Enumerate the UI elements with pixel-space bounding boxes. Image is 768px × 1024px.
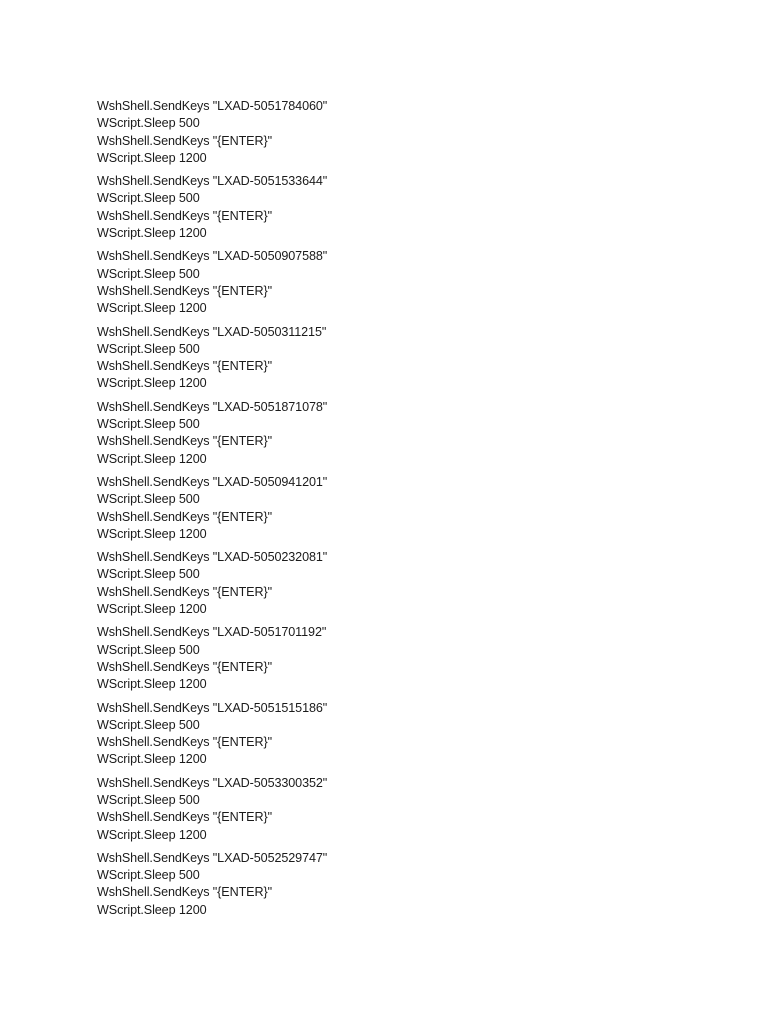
sendkeys-enter-line: WshShell.SendKeys "{ENTER}" (97, 885, 272, 900)
sendkeys-enter-line: WshShell.SendKeys "{ENTER}" (97, 208, 272, 223)
sleep-line: WScript.Sleep 1200 (97, 602, 207, 617)
sendkeys-code-line: WshShell.SendKeys "LXAD-5051701192" (97, 625, 327, 640)
sendkeys-enter-line: WshShell.SendKeys "{ENTER}" (97, 659, 272, 674)
sendkeys-enter-line: WshShell.SendKeys "{ENTER}" (97, 434, 272, 449)
command-block (97, 549, 657, 618)
command-block (97, 399, 657, 468)
sleep-line: WScript.Sleep 1200 (97, 526, 207, 541)
sleep-line: WScript.Sleep 1200 (97, 376, 207, 391)
command-block (97, 850, 657, 919)
sendkeys-enter-line: WshShell.SendKeys "{ENTER}" (97, 509, 272, 524)
sleep-line: WScript.Sleep 500 (97, 191, 200, 206)
sleep-line: WScript.Sleep 500 (97, 266, 200, 281)
sendkeys-code-line: WshShell.SendKeys "LXAD-5050232081" (97, 550, 328, 565)
sleep-line: WScript.Sleep 1200 (97, 827, 207, 842)
sendkeys-code-line: WshShell.SendKeys "LXAD-5051515186" (97, 700, 328, 715)
sendkeys-code-line: WshShell.SendKeys "LXAD-5053300352" (97, 775, 328, 790)
sleep-line: WScript.Sleep 500 (97, 642, 200, 657)
sleep-line: WScript.Sleep 1200 (97, 226, 207, 241)
sleep-line: WScript.Sleep 500 (97, 717, 200, 732)
script-text-body (97, 98, 657, 919)
sendkeys-code-line: WshShell.SendKeys "LXAD-5051533644" (97, 174, 328, 189)
sendkeys-enter-line: WshShell.SendKeys "{ENTER}" (97, 735, 272, 750)
sleep-line: WScript.Sleep 1200 (97, 451, 207, 466)
sleep-line: WScript.Sleep 1200 (97, 677, 207, 692)
sleep-line: WScript.Sleep 1200 (97, 902, 207, 917)
sendkeys-enter-line: WshShell.SendKeys "{ENTER}" (97, 584, 272, 599)
sendkeys-enter-line: WshShell.SendKeys "{ENTER}" (97, 133, 272, 148)
sleep-line: WScript.Sleep 1200 (97, 752, 207, 767)
sleep-line: WScript.Sleep 1200 (97, 301, 207, 316)
sendkeys-enter-line: WshShell.SendKeys "{ENTER}" (97, 283, 272, 298)
command-block (97, 775, 657, 844)
sleep-line: WScript.Sleep 500 (97, 116, 200, 131)
sleep-line: WScript.Sleep 500 (97, 417, 200, 432)
sleep-line: WScript.Sleep 500 (97, 868, 200, 883)
sendkeys-code-line: WshShell.SendKeys "LXAD-5052529747" (97, 850, 328, 865)
sendkeys-code-line: WshShell.SendKeys "LXAD-5050907588" (97, 249, 328, 264)
command-block (97, 98, 657, 167)
sendkeys-code-line: WshShell.SendKeys "LXAD-5050311215" (97, 324, 327, 339)
sleep-line: WScript.Sleep 1200 (97, 150, 207, 165)
command-block (97, 248, 657, 317)
sleep-line: WScript.Sleep 500 (97, 567, 200, 582)
sendkeys-enter-line: WshShell.SendKeys "{ENTER}" (97, 810, 272, 825)
sendkeys-code-line: WshShell.SendKeys "LXAD-5051784060" (97, 99, 328, 113)
sendkeys-enter-line: WshShell.SendKeys "{ENTER}" (97, 359, 272, 374)
sleep-line: WScript.Sleep 500 (97, 341, 200, 356)
sendkeys-code-line: WshShell.SendKeys "LXAD-5051871078" (97, 399, 328, 414)
sendkeys-code-line: WshShell.SendKeys "LXAD-5050941201" (97, 474, 328, 489)
command-block (97, 173, 657, 242)
sleep-line: WScript.Sleep 500 (97, 792, 200, 807)
command-block (97, 700, 657, 769)
command-block (97, 624, 657, 693)
command-block (97, 324, 657, 393)
command-block (97, 474, 657, 543)
sleep-line: WScript.Sleep 500 (97, 492, 200, 507)
